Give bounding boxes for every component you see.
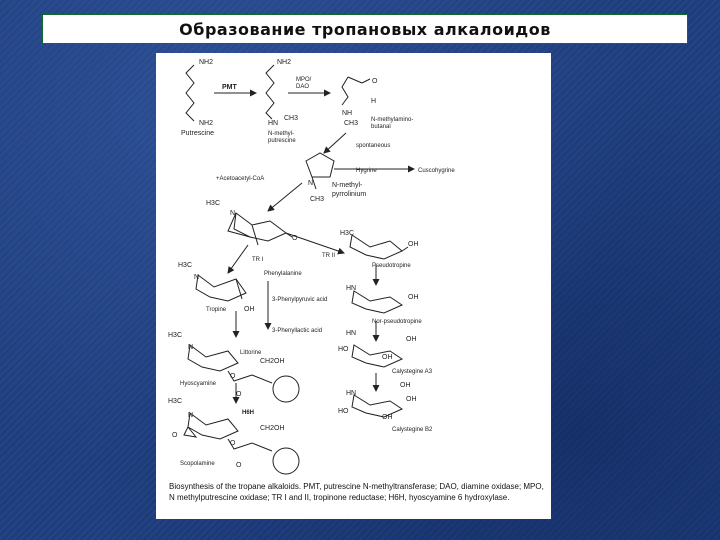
n-methylpyrrolinium-ring <box>306 153 334 177</box>
label-phenyllactic-acid: 3-Phenyllactic acid <box>272 328 323 334</box>
label-nmp-nh2: NH2 <box>277 59 292 66</box>
label-scopolamine-epoxide-o: O <box>172 432 178 439</box>
label-pyrrolinium-n: N <box>308 180 314 187</box>
label-mpo: MPO/ <box>296 77 312 83</box>
label-n-methylputrescine-2: putrescine <box>268 138 296 144</box>
label-tri: TR I <box>252 257 264 263</box>
label-b2-oh-right: OH <box>406 396 417 403</box>
label-n-methylpyrrolinium-2: pyrrolinium <box>332 191 367 198</box>
label-pmt: PMT <box>222 84 237 91</box>
figure-caption: Biosynthesis of the tropane alkaloids. PMT, putrescine N-methyltransferase; DAO, diamine oxidase; MPO, N methylputrescine oxidase; TR I and II, tropinone reductase; H6H, hyoscyamine 6 hydroxylase. <box>169 482 544 502</box>
scopolamine-structure <box>188 413 238 439</box>
label-scopolamine: Scopolamine <box>180 461 215 467</box>
calystegine-a3-structure <box>352 345 402 367</box>
label-norpseudo-oh: OH <box>408 294 419 301</box>
label-hygrine: Hygrine <box>356 168 377 174</box>
putrescine-structure <box>186 65 194 121</box>
arrow-tri <box>228 245 248 273</box>
label-b2-hn: HN <box>346 390 357 397</box>
label-tropinone-h3c: H3C <box>206 200 221 207</box>
label-a3-ho: HO <box>338 346 349 353</box>
label-scopolamine-n: N <box>188 412 194 419</box>
label-a3-oh-bottom: OH <box>382 354 393 361</box>
label-a3-hn: HN <box>346 330 357 337</box>
label-hyoscyamine-ch2oh: CH2OH <box>260 358 285 365</box>
label-aldehyde-o: O <box>372 78 378 85</box>
pseudotropine-structure <box>350 235 402 259</box>
calystegine-b2-structure <box>352 395 402 417</box>
label-butanal-nh: NH <box>342 110 353 117</box>
label-b2-oh-bottom: OH <box>382 414 393 421</box>
label-n-methylputrescine-1: N-methyl- <box>268 131 295 137</box>
label-tropine-n: N <box>194 274 200 281</box>
label-pseudotropine: Pseudotropine <box>372 263 411 269</box>
label-butanal-ch3: CH3 <box>344 120 359 127</box>
label-norpseudo-hn: HN <box>346 285 357 292</box>
label-phenylalanine: Phenylalanine <box>264 271 302 277</box>
label-hyoscyamine-o: O <box>230 373 236 380</box>
slide-title: Образование тропановых алкалоидов <box>179 19 551 39</box>
label-tropinone-n: N <box>230 210 236 217</box>
scopolamine-phenyl-ring <box>273 448 299 474</box>
hyoscyamine-phenyl-ring <box>273 376 299 402</box>
label-tropine-oh: OH <box>244 306 255 313</box>
label-trii: TR II <box>322 253 335 259</box>
tropinone-structure <box>234 213 286 241</box>
label-b2-ho: HO <box>338 408 349 415</box>
label-scopolamine-h3c: H3C <box>168 398 183 405</box>
label-nmp-hn: HN <box>268 120 279 127</box>
label-hyoscyamine: Hyoscyamine <box>180 381 217 387</box>
label-h6h: H6H <box>242 410 255 416</box>
n-methylputrescine-structure <box>266 65 274 119</box>
label-putrescine-nh2-top: NH2 <box>199 59 214 66</box>
label-nmp-ch3: CH3 <box>284 115 299 122</box>
label-hyoscyamine-h3c: H3C <box>168 332 183 339</box>
label-scopolamine-o2: O <box>236 462 242 469</box>
label-putrescine: Putrescine <box>181 130 215 137</box>
label-n-methylaminobutanal-2: butanal <box>371 124 391 130</box>
label-pseudotropine-h3c: H3C <box>340 230 355 237</box>
label-phenylpyruvic-acid: 3-Phenylpyruvic acid <box>272 297 328 303</box>
label-putrescine-nh2-bottom: NH2 <box>199 120 214 127</box>
label-hyoscyamine-n: N <box>188 344 194 351</box>
label-dao: DAO <box>296 84 310 90</box>
label-tropinone-o: O <box>292 235 298 242</box>
n-methylaminobutanal-structure <box>342 77 348 105</box>
label-spontaneous: spontaneous <box>356 143 391 149</box>
label-n-methylaminobutanal-1: N-methylamino- <box>371 117 414 123</box>
label-pyrrolinium-ch3: CH3 <box>310 196 325 203</box>
label-littorine: Littorine <box>240 350 262 356</box>
arrow-tropinone <box>268 183 302 211</box>
slide-title-box <box>42 14 688 44</box>
label-pseudotropine-oh: OH <box>408 241 419 248</box>
label-scopolamine-o: O <box>230 440 236 447</box>
label-n-methylpyrrolinium-1: N-methyl- <box>332 182 363 189</box>
arrow-spontaneous <box>324 133 346 153</box>
label-calystegine-a3: Calystegine A3 <box>392 369 433 375</box>
nor-pseudotropine-structure <box>352 291 402 313</box>
label-hyoscyamine-o2: O <box>236 391 242 398</box>
label-aldehyde-h: H <box>371 98 377 105</box>
label-scopolamine-ch2oh: CH2OH <box>260 425 285 432</box>
label-b2-oh-top: OH <box>400 382 411 389</box>
label-nor-pseudotropine: Nor-pseudotropine <box>372 319 422 325</box>
label-tropine-h3c: H3C <box>178 262 193 269</box>
label-calystegine-b2: Calystegine B2 <box>392 427 433 433</box>
label-tropine: Tropine <box>206 307 227 313</box>
label-cuscohygrine: Cuscohygrine <box>418 168 455 174</box>
hyoscyamine-structure <box>188 345 238 371</box>
biosynthesis-diagram <box>156 53 551 519</box>
biosynthesis-figure <box>156 53 551 519</box>
label-a3-oh-right: OH <box>406 336 417 343</box>
label-acetoacetyl-coa: +Acetoacetyl-CoA <box>216 176 265 182</box>
